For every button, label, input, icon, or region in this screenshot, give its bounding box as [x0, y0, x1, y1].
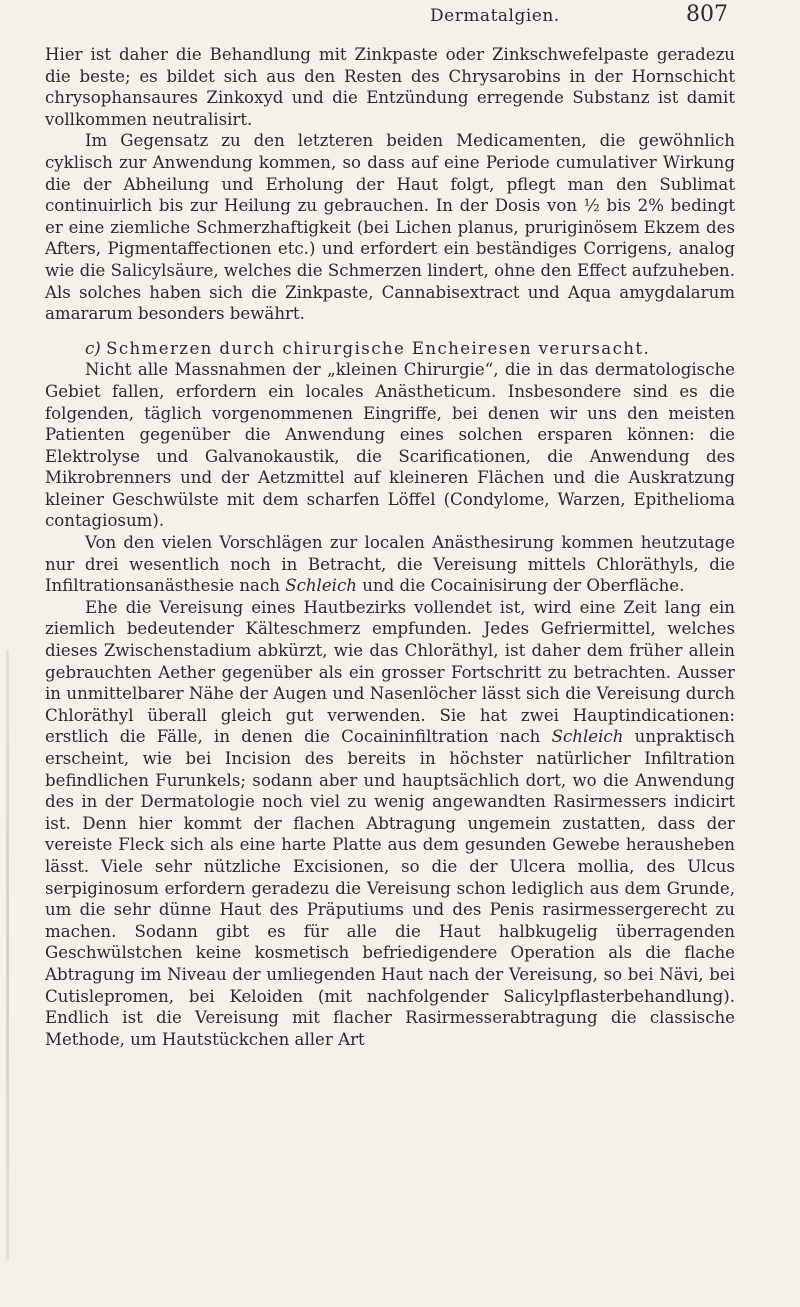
page-number: 807 — [686, 2, 728, 27]
author-name: Schleich — [285, 576, 357, 596]
author-name: Schleich — [551, 727, 624, 747]
section-label: c) — [85, 338, 101, 358]
paragraph-5-text-a: Ehe die Vereisung eines Hautbezirks vollendet ist, wird eine Zeit lang ein ziemlich bedeutender Kälteschmerz empfunden. Jedes Gefriermittel, welches dieses Zwischenstadium abkürzt, wie das Chloräthyl, ist daher dem früher allein gebrauchten Aether gegenüber als ein grosser Fortschritt zu betrachten. Ausser in unmittelbarer Nähe der Augen und Nasenlöcher lässt sich die Vereisung durch Chloräthyl überall gleich gut verwenden. Sie hat zwei Hauptindicationen: erstlich die Fälle, in denen die Cocaininfiltration nach — [45, 597, 735, 747]
running-title: Dermatalgien. — [430, 6, 560, 26]
section-title: Schmerzen durch chirurgische Encheiresen verursacht. — [106, 338, 651, 358]
paragraph-1: Hier ist daher die Behandlung mit Zinkpaste oder Zinkschwefelpaste geradezu die beste; es bildet sich aus den Resten des Chrysarobins in der Hornschicht chrysophansaures Zinkoxyd und die Entzündung erregende Substanz ist damit vollkommen neutralisirt. — [45, 45, 735, 129]
paragraph-4 — [45, 532, 735, 597]
spacer — [45, 325, 735, 338]
paragraph-3: Nicht alle Massnahmen der „kleinen Chirurgie“, die in das dermatologische Gebiet fallen, erfordern ein locales Anästheticum. Insbesondere sind es die folgenden, täglich vorgenommenen Eingriffe, bei denen wir uns den meisten Patienten gegenüber die Anwendung eines solchen ersparen können: die Elektrolyse und Galvanokaustik, die Scarificationen, die Anwendung des Mikrobrenners und der Aetzmittel auf kleineren Flächen und die Auskratzung kleiner Geschwülste mit dem scharfen Löffel (Condylome, Warzen, Epithelioma contagiosum). — [45, 360, 735, 531]
paragraph-2: Im Gegensatz zu den letzteren beiden Medicamenten, die gewöhnlich cyklisch zur Anwendung kommen, so dass auf eine Periode cumulativer Wirkung die der Abheilung und Erholung der Haut folgt, pflegt man den Sublimat continuirlich bis zur Heilung zu gebrauchen. In der Dosis von ½ bis 2% bedingt er eine ziemliche Schmerzhaftigkeit (bei Lichen planus, pruriginösem Ekzem des Afters, Pigmentaffectionen etc.) und erfordert ein beständiges Corrigens, analog wie die Salicylsäure, welches die Schmerzen lindert, ohne den Effect aufzuheben. Als solches haben sich die Zinkpaste, Cannabisextract und Aqua amygdalarum amararum besonders bewährt. — [45, 131, 735, 324]
paragraph-5-text-b: unpraktisch erscheint, wie bei Incision des bereits in höchster natürlicher Infiltration befindlichen Furunkels; sodann aber und hauptsächlich dort, wo die Anwendung des in der Dermatologie noch viel zu wenig angewandten Rasirmessers indicirt ist. Denn hier kommt der flachen Abtragung ungemein zustatten, dass der vereiste Fleck sich als eine harte Platte aus dem gesunden Gewebe herausheben lässt. Viele sehr nützliche Excisionen, so die der Ulcera mollia, des Ulcus serpiginosum erfordern geradezu die Vereisung schon lediglich aus dem Grunde, um die sehr dünne Haut des Präputiums und des Penis rasirmessergerecht zu machen. Sodann gibt es für alle die Haut halbkugelig überragenden Geschwülstchen keine kosmetisch befriedigendere Operation als die flache Abtragung im Niveau der umliegenden Haut nach der Vereisung, so bei Nävi, bei Cutislepromen, bei Keloiden (mit nachfolgender Salicylpflasterbehandlung). Endlich ist die Vereisung mit flacher Rasirmesserabtragung die classische Methode, um Hautstückchen aller Art — [45, 727, 735, 1049]
body-text — [45, 44, 735, 1050]
binding-shadow — [6, 650, 9, 1260]
paragraph-4-text-a: Von den vielen Vorschlägen zur localen Anästhesirung kommen heutzutage nur drei wesentlich noch in Betracht, die Vereisung mittels Chloräthyls, die Infiltrationsanästhesie nach — [45, 533, 735, 596]
section-heading — [45, 338, 735, 360]
paragraph-4-text-b: und die Cocainisirung der Oberfläche. — [356, 576, 685, 596]
paragraph-5 — [45, 597, 735, 1050]
